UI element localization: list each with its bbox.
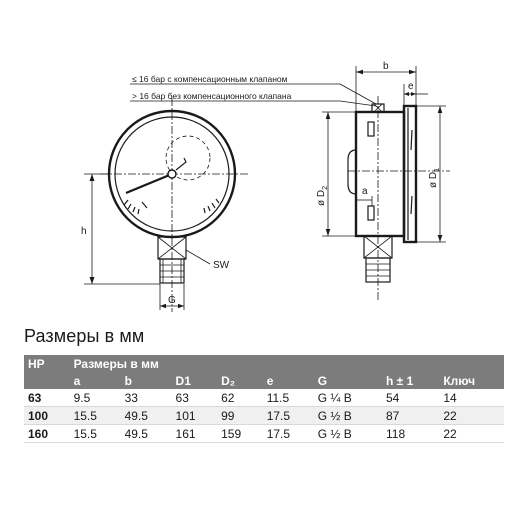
label-d1: ø $D_1$	[428, 167, 441, 188]
label-h: h	[81, 226, 87, 237]
col-header-hp: HP	[24, 355, 70, 372]
table-row	[24, 407, 504, 425]
cell-b: 49.5	[121, 425, 172, 443]
cell-d1: 101	[172, 407, 218, 425]
label-e: e	[408, 81, 414, 92]
case-body	[356, 112, 404, 236]
col-header-b: b	[121, 372, 172, 389]
cell-hp: 100	[24, 407, 70, 425]
cell-a: 9.5	[70, 389, 121, 407]
pointer-hub	[168, 170, 176, 178]
label-g: G	[168, 295, 176, 306]
side-view	[130, 61, 450, 300]
col-header-e: e	[263, 372, 314, 389]
cell-a: 15.5	[70, 407, 121, 425]
cell-key: 14	[439, 389, 504, 407]
front-view	[81, 98, 250, 312]
cell-b: 33	[121, 389, 172, 407]
table-header-row-1	[24, 355, 504, 372]
note-gt16-leader	[340, 101, 376, 106]
col-header-h: h ± 1	[382, 372, 439, 389]
sw-leader	[186, 250, 210, 264]
col-header-key: Ключ	[439, 372, 504, 389]
table-header-row-2	[24, 372, 504, 389]
rear-lug	[348, 150, 356, 194]
col-header-d1: D1	[172, 372, 218, 389]
note-le16-leader	[340, 84, 376, 104]
cell-e: 11.5	[263, 389, 314, 407]
note-gt16: > 16 бар без компенсационного клапана	[132, 91, 292, 101]
cell-a: 15.5	[70, 425, 121, 443]
cell-e: 17.5	[263, 407, 314, 425]
group-header: Размеры в мм	[70, 355, 504, 372]
col-header-empty	[24, 372, 70, 389]
cell-b: 49.5	[121, 407, 172, 425]
cell-g: G ¼ B	[314, 389, 382, 407]
cell-h: 87	[382, 407, 439, 425]
col-header-a: a	[70, 372, 121, 389]
cell-hp: 63	[24, 389, 70, 407]
table-row	[24, 389, 504, 407]
label-b: b	[383, 61, 389, 72]
cell-h: 118	[382, 425, 439, 443]
pointer-tail	[176, 158, 186, 170]
dial-scale-left	[124, 200, 147, 214]
cell-d2: 62	[217, 389, 263, 407]
dial-scale-right	[204, 199, 219, 213]
label-sw: SW	[213, 260, 230, 271]
note-le16: ≤ 16 бар с компенсационным клапаном	[132, 74, 288, 84]
bottom-mount-slot	[368, 206, 374, 220]
cell-e: 17.5	[263, 425, 314, 443]
cell-hp: 160	[24, 425, 70, 443]
cell-key: 22	[439, 407, 504, 425]
cell-d1: 63	[172, 389, 218, 407]
cell-d2: 159	[217, 425, 263, 443]
col-header-d2: D₂	[217, 372, 263, 389]
section-title: Размеры в мм	[24, 326, 145, 346]
cell-d1: 161	[172, 425, 218, 443]
cell-key: 22	[439, 425, 504, 443]
cell-d2: 99	[217, 407, 263, 425]
label-a: a	[362, 186, 368, 197]
cell-h: 54	[382, 389, 439, 407]
top-mount-slot	[368, 122, 374, 136]
front-bezel-ring	[404, 106, 416, 242]
table-row	[24, 425, 504, 443]
col-header-g: G	[314, 372, 382, 389]
cell-g: G ½ B	[314, 407, 382, 425]
dimensions-table	[24, 355, 504, 443]
gauge-pointer	[126, 174, 172, 193]
cell-g: G ½ B	[314, 425, 382, 443]
label-d2: ø $D_2$	[316, 185, 329, 206]
